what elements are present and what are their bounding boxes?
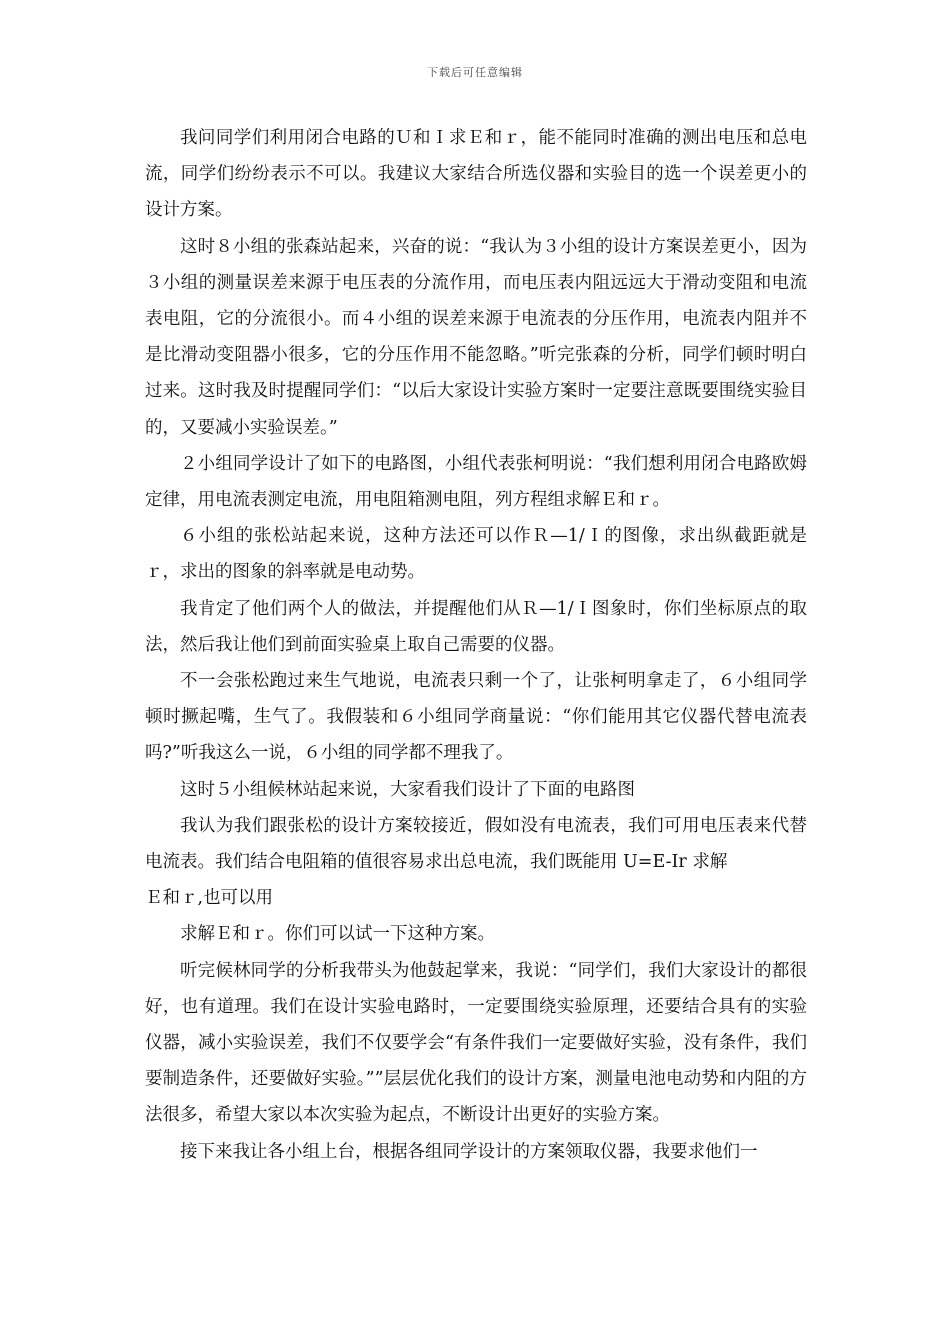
- paragraph: 不一会张松跑过来生气地说，电流表只剩一个了，让张柯明拿走了，６小组同学顿时撅起嘴，生气了。我假装和６小组同学商量说：“你们能用其它仪器代替电流表吗?”听我这么一说，６小组的同学都不理我了。: [145, 671, 807, 764]
- paragraph: ６小组的张松站起来说，这种方法还可以作Ｒ—1/Ｉ的图像，求出纵截距就是ｒ，求出的图象的斜率就是电动势。: [145, 526, 807, 583]
- paragraph: 我认为我们跟张松的设计方案较接近，假如没有电流表，我们可用电压表来代替电流表。我们结合电阻箱的值很容易求出总电流，我们既能用 U=E-Ir 求解: [145, 815, 807, 873]
- paragraph-continuation: Ｅ和ｒ,也可以用: [145, 888, 274, 909]
- page-header-note: 下载后可任意编辑: [427, 66, 523, 79]
- paragraph: 求解Ｅ和ｒ。你们可以试一下这种方案。: [180, 924, 495, 945]
- paragraph: 这时８小组的张森站起来，兴奋的说：“我认为３小组的设计方案误差更小，因为３小组的测量误差来源于电压表的分流作用，而电压表内阻远远大于滑动变阻和电流表电阻，它的分流很小。而４小组的误差来源于电流表的分压作用，电流表内阻并不是比滑动变阻器小很多，它的分压作用不能忽略。”听完张森的分析，同学们顿时明白过来。这时我及时提醒同学们：“以后大家设计实验方案时一定要注意既要围绕实验目的，又要减小实验误差。”: [145, 236, 807, 438]
- document-body: [145, 120, 807, 1170]
- paragraph: 这时５小组候林站起来说，大家看我们设计了下面的电路图: [180, 779, 635, 800]
- paragraph: 听完候林同学的分析我带头为他鼓起掌来，我说：“同学们，我们大家设计的都很好，也有道理。我们在设计实验电路时，一定要围绕实验原理，还要结合具有的实验仪器，减小实验误差，我们不仅要学会“有条件我们一定要做好实验，没有条件，我们要制造条件，还要做好实验。””层层优化我们的设计方案，测量电池电动势和内阻的方法很多，希望大家以本次实验为起点，不断设计出更好的实验方案。: [145, 960, 807, 1126]
- paragraph: 我肯定了他们两个人的做法，并提醒他们从Ｒ—1/Ｉ图象时，你们坐标原点的取法，然后我让他们到前面实验桌上取自己需要的仪器。: [145, 598, 807, 655]
- paragraph: ２小组同学设计了如下的电路图，小组代表张柯明说：“我们想利用闭合电路欧姆定律，用电流表测定电流，用电阻箱测电阻，列方程组求解Ｅ和ｒ。: [145, 453, 807, 511]
- paragraph: 接下来我让各小组上台，根据各组同学设计的方案领取仪器，我要求他们一: [180, 1141, 758, 1162]
- paragraph: 我问同学们利用闭合电路的Ｕ和Ｉ求Ｅ和ｒ，能不能同时准确的测出电压和总电流，同学们纷纷表示不可以。我建议大家结合所选仪器和实验目的选一个误差更小的设计方案。: [145, 128, 807, 221]
